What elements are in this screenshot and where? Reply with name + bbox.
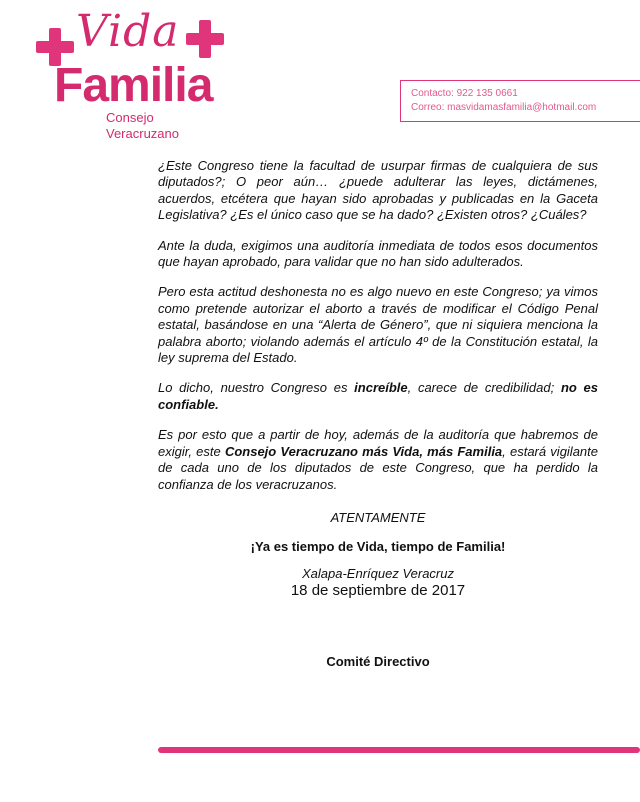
logo-familia: Familia [54,59,213,112]
p5-text-a: Es por esto que a partir de hoy, además de la auditoría que habremos de exigir, este [158,427,598,459]
p4-text-c: , carece de credibilidad; [407,380,561,396]
contact-email: Correo: masvidamasfamilia@hotmail.com [411,102,597,113]
signature: Comité Directivo [326,654,430,669]
p4-bold-increible: increíble [354,380,408,396]
logo-consejo: Consejo Veracruzano [106,110,179,141]
contact-phone: Contacto: 922 135 0661 [411,88,518,99]
p4-bold-no-confiable: no es confiable. [158,380,598,412]
logo-vida: Vida [76,6,180,57]
paragraph-3: Pero esta actitud deshonesta no es algo nuevo en este Congreso; ya vimos como pretende autorizar el aborto a través de modificar el Código Penal estatal, basándose en una “Alerta de Género”, que ni siquiera menciona la palabra aborto; violando además el artículo 4º de la Constitución estatal, la ley suprema del Estado. [158,284,598,366]
p5-text-c: , estará vigilante de cada uno de los diputados de este Congreso, que ha perdido la confianza de los veracruzanos. [158,443,599,492]
paragraph-5 [158,427,598,493]
date: 18 de septiembre de 2017 [290,582,466,599]
logo [30,6,230,141]
contact-box [400,80,640,122]
plus-icon-right [186,20,224,58]
place: Xalapa-Enríquez Veracruz [302,566,454,581]
p4-text-a: Lo dicho, nuestro Congreso es [158,380,355,396]
paragraph-1: ¿Este Congreso tiene la facultad de usurpar firmas de cualquiera de sus diputados?; O peor aún… ¿puede adulterar las leyes, dictámenes, acuerdos, etcétera que hayan sido aprobadas y publicadas en la Gaceta Legislativa? ¿Es el único caso que se ha dado? ¿Existen otros? ¿Cuáles? [158,158,598,223]
slogan: ¡Ya es tiempo de Vida, tiempo de Familia! [250,539,506,554]
paragraph-4 [158,380,598,413]
paragraph-2: Ante la duda, exigimos una auditoría inmediata de todos esos documentos que hayan aprobado, para validar que no han sido adulterados. [158,237,598,270]
letter-body [158,158,598,507]
atentamente: ATENTAMENTE [330,510,426,525]
p5-bold-consejo: Consejo Veracruzano más Vida, más Familia [224,443,503,459]
footer-divider [158,747,640,753]
